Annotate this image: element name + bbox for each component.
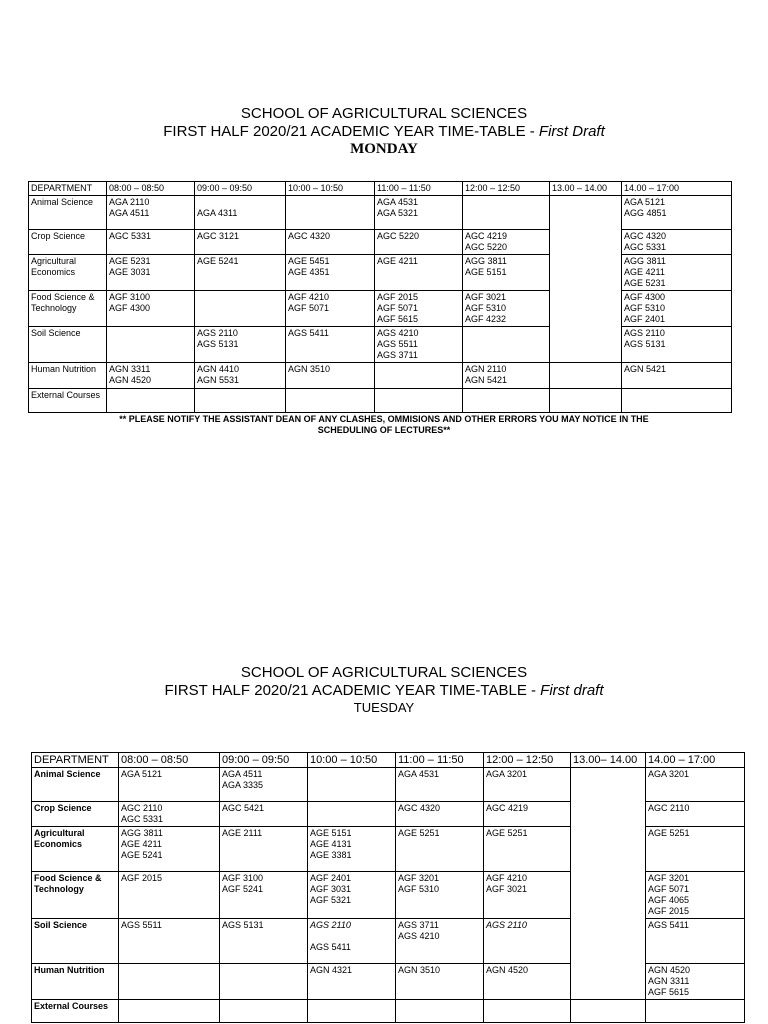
course-code: AGF 2401	[624, 314, 666, 324]
course-cell	[484, 768, 571, 802]
course-cell	[396, 827, 484, 872]
course-cell	[195, 255, 286, 291]
course-cell	[375, 327, 463, 363]
course-code: AGE 4211	[624, 267, 665, 277]
course-code: AGE 4211	[377, 256, 418, 266]
course-cell	[286, 255, 375, 291]
course-code: AGF 5321	[310, 895, 352, 905]
course-code: AGE 4131	[310, 839, 352, 849]
course-cell	[375, 230, 463, 255]
course-cell	[220, 802, 308, 827]
course-code: AGC 5220	[465, 242, 508, 252]
course-code: AGS 5411	[288, 328, 329, 338]
course-cell	[107, 363, 195, 389]
course-cell	[107, 196, 195, 230]
course-cell	[220, 919, 308, 964]
course-code: AGS 2110	[310, 920, 351, 930]
course-code	[197, 197, 283, 208]
dept-cell: Animal Science	[32, 768, 119, 802]
col-header-afternoon: 14.00 – 17:00	[646, 753, 745, 768]
course-cell	[375, 291, 463, 327]
col-header-slot-2: 09:00 – 09:50	[195, 182, 286, 196]
course-cell	[646, 1000, 745, 1023]
course-code: AGF 2015	[121, 873, 163, 883]
course-code: AGN 2110	[465, 364, 507, 374]
course-cell	[286, 196, 375, 230]
course-code: AGS 5411	[648, 920, 689, 930]
course-cell	[463, 196, 550, 230]
monday-title-main: FIRST HALF 2020/21 ACADEMIC YEAR TIME-TABLE -	[163, 123, 539, 140]
col-header-slot-3: 10:00 – 10:50	[308, 753, 396, 768]
col-header-department: DEPARTMENT	[29, 182, 107, 196]
course-code: AGN 4520	[109, 375, 152, 385]
course-cell	[396, 964, 484, 1000]
dept-cell: Animal Science	[29, 196, 107, 230]
course-code: AGF 5310	[465, 303, 507, 313]
dept-cell: External Courses	[29, 389, 107, 413]
course-cell	[220, 768, 308, 802]
monday-timetable	[28, 181, 732, 413]
dept-cell: Food Science & Technology	[32, 872, 119, 919]
course-code: AGF 5071	[288, 303, 330, 313]
course-cell	[119, 768, 220, 802]
lunch-cell	[550, 196, 622, 363]
course-code: AGS 4210	[398, 931, 440, 941]
course-cell	[195, 327, 286, 363]
course-code: AGE 3031	[109, 267, 151, 277]
course-cell	[308, 872, 396, 919]
course-cell	[484, 964, 571, 1000]
course-cell	[484, 827, 571, 872]
dept-cell: Agricultural Economics	[32, 827, 119, 872]
course-code: AGF 5241	[222, 884, 264, 894]
course-code: AGS 2110	[486, 920, 527, 930]
table-row	[29, 291, 732, 327]
course-code: AGN 4520	[486, 965, 529, 975]
errors-notice: ** PLEASE NOTIFY THE ASSISTANT DEAN OF ANY CLASHES, OMMISIONS AND OTHER ERRORS YOU MAY NOTICE IN THE SCHEDULING OF LECTURES**	[119, 414, 649, 435]
course-cell	[308, 768, 396, 802]
course-code: AGN 4520	[648, 965, 691, 975]
dept-cell: Human Nutrition	[32, 964, 119, 1000]
course-cell	[463, 230, 550, 255]
course-code: AGN 5421	[465, 375, 508, 385]
course-code: AGC 3121	[197, 231, 240, 241]
monday-header-row	[29, 182, 732, 196]
course-code: AGF 3100	[222, 873, 264, 883]
course-cell	[375, 363, 463, 389]
course-code: AGC 4219	[465, 231, 508, 241]
monday-title-draft: First Draft	[538, 123, 605, 140]
course-code: AGF 3021	[465, 292, 507, 302]
course-cell	[195, 291, 286, 327]
course-code: AGE 5231	[624, 278, 666, 288]
course-cell	[375, 255, 463, 291]
course-code: AGG 3811	[624, 256, 666, 266]
course-code: AGN 3510	[288, 364, 331, 374]
course-cell	[220, 827, 308, 872]
course-code: AGA 4311	[197, 208, 238, 218]
dept-cell: Crop Science	[29, 230, 107, 255]
course-code: AGE 5451	[288, 256, 330, 266]
course-cell	[463, 363, 550, 389]
dept-cell: Human Nutrition	[29, 363, 107, 389]
course-cell	[119, 802, 220, 827]
course-cell	[484, 1000, 571, 1023]
course-code: AGC 5220	[377, 231, 420, 241]
course-code: AGF 3100	[109, 292, 151, 302]
course-cell	[622, 230, 732, 255]
course-code: AGN 5421	[624, 364, 667, 374]
course-code: AGF 5310	[624, 303, 666, 313]
course-code: AGS 3711	[398, 920, 439, 930]
course-cell	[622, 389, 732, 413]
tuesday-header	[0, 664, 768, 715]
course-cell	[220, 1000, 308, 1023]
tuesday-school-title: SCHOOL OF AGRICULTURAL SCIENCES	[240, 664, 528, 681]
course-code: AGE 5251	[486, 828, 528, 838]
tuesday-title-draft: First draft	[540, 682, 604, 699]
dept-cell: Soil Science	[32, 919, 119, 964]
course-cell	[107, 230, 195, 255]
course-cell	[375, 196, 463, 230]
course-cell	[396, 802, 484, 827]
course-code: AGS 5131	[624, 339, 666, 349]
course-code: AGF 3201	[648, 873, 690, 883]
course-cell	[463, 255, 550, 291]
course-cell	[286, 327, 375, 363]
course-cell	[396, 768, 484, 802]
table-row	[29, 196, 732, 230]
course-code: AGE 5151	[465, 267, 507, 277]
course-code: AGS 5511	[121, 920, 162, 930]
course-cell	[646, 827, 745, 872]
course-code: AGC 5331	[624, 242, 667, 252]
col-header-slot-3: 10:00 – 10:50	[286, 182, 375, 196]
tuesday-header-row	[32, 753, 745, 768]
course-code: AGC 5421	[222, 803, 265, 813]
course-code: AGE 5251	[648, 828, 690, 838]
course-cell	[550, 389, 622, 413]
course-code: AGS 5511	[377, 339, 418, 349]
col-header-afternoon: 14.00 – 17:00	[622, 182, 732, 196]
course-code: AGE 2111	[222, 828, 263, 838]
monday-timetable-title	[0, 123, 768, 141]
course-code: AGE 4211	[121, 839, 162, 849]
col-header-slot-1: 08:00 – 08:50	[119, 753, 220, 768]
course-cell	[286, 230, 375, 255]
course-code: AGE 5241	[121, 850, 163, 860]
course-cell	[107, 327, 195, 363]
course-code: AGE 5151	[310, 828, 352, 838]
table-row	[29, 327, 732, 363]
course-code: AGA 3335	[222, 780, 264, 790]
course-code: AGN 3311	[648, 976, 690, 986]
course-code	[310, 931, 393, 942]
course-code: AGS 2110	[624, 328, 665, 338]
course-cell	[107, 291, 195, 327]
course-code: AGN 4410	[197, 364, 240, 374]
monday-header	[0, 105, 768, 158]
course-code: AGS 3711	[377, 350, 418, 360]
course-code: AGE 4351	[288, 267, 330, 277]
course-cell	[463, 327, 550, 363]
course-cell	[484, 919, 571, 964]
dept-cell: Soil Science	[29, 327, 107, 363]
course-cell	[195, 389, 286, 413]
dept-cell: Agricultural Economics	[29, 255, 107, 291]
course-code: AGC 2110	[648, 803, 690, 813]
course-cell	[646, 872, 745, 919]
course-code: AGC 4219	[486, 803, 529, 813]
tuesday-title-main: FIRST HALF 2020/21 ACADEMIC YEAR TIME-TABLE -	[164, 682, 541, 699]
course-code: AGS 2110	[197, 328, 238, 338]
course-cell	[375, 389, 463, 413]
course-code: AGF 5615	[377, 314, 419, 324]
dept-cell: External Courses	[32, 1000, 119, 1023]
col-header-slot-1: 08:00 – 08:50	[107, 182, 195, 196]
course-cell	[622, 196, 732, 230]
col-header-lunch: 13.00– 14.00	[571, 753, 646, 768]
tuesday-timetable	[31, 752, 745, 1023]
course-cell	[119, 872, 220, 919]
course-code: AGF 3201	[398, 873, 440, 883]
course-cell	[571, 1000, 646, 1023]
col-header-slot-4: 11:00 – 11:50	[375, 182, 463, 196]
course-cell	[119, 964, 220, 1000]
course-code: AGN 3510	[398, 965, 441, 975]
course-code: AGF 4210	[486, 873, 528, 883]
course-code: AGE 5251	[398, 828, 440, 838]
course-code: AGF 4065	[648, 895, 690, 905]
course-code: AGG 3811	[121, 828, 163, 838]
course-cell	[646, 802, 745, 827]
course-code: AGF 4300	[624, 292, 666, 302]
course-cell	[195, 196, 286, 230]
course-code: AGC 5331	[121, 814, 164, 824]
table-row	[32, 768, 745, 802]
course-cell	[308, 964, 396, 1000]
course-code: AGC 4320	[288, 231, 331, 241]
course-code: AGA 3201	[486, 769, 528, 779]
course-cell	[107, 255, 195, 291]
table-row	[29, 255, 732, 291]
course-code: AGF 4232	[465, 314, 507, 324]
course-code: AGA 4511	[109, 208, 150, 218]
course-code: AGC 2110	[121, 803, 163, 813]
course-cell	[396, 872, 484, 919]
table-row	[29, 230, 732, 255]
course-code: AGF 5310	[398, 884, 440, 894]
course-cell	[646, 768, 745, 802]
course-code: AGA 5121	[624, 197, 666, 207]
course-cell	[286, 389, 375, 413]
course-code: AGF 3031	[310, 884, 352, 894]
course-code: AGA 4531	[377, 197, 419, 207]
course-cell	[622, 363, 732, 389]
dept-cell: Food Science & Technology	[29, 291, 107, 327]
col-header-slot-2: 09:00 – 09:50	[220, 753, 308, 768]
col-header-department: DEPARTMENT	[32, 753, 119, 768]
course-cell	[119, 919, 220, 964]
monday-school-title: SCHOOL OF AGRICULTURAL SCIENCES	[240, 105, 528, 122]
course-cell	[622, 291, 732, 327]
tuesday-timetable-title	[0, 682, 768, 700]
course-code: AGC 5331	[109, 231, 152, 241]
col-header-slot-5: 12:00 – 12:50	[484, 753, 571, 768]
tuesday-day-label: TUESDAY	[353, 700, 415, 715]
course-code: AGA 4531	[398, 769, 440, 779]
table-row	[32, 1000, 745, 1023]
course-cell	[646, 919, 745, 964]
course-cell	[119, 827, 220, 872]
course-cell	[286, 363, 375, 389]
course-code: AGF 4210	[288, 292, 330, 302]
course-code: AGS 4210	[377, 328, 419, 338]
course-code: AGA 5321	[377, 208, 419, 218]
course-code: AGA 3201	[648, 769, 690, 779]
course-code: AGF 3021	[486, 884, 528, 894]
course-cell	[220, 964, 308, 1000]
course-cell	[396, 919, 484, 964]
course-code: AGF 2015	[377, 292, 419, 302]
course-code: AGE 5241	[197, 256, 239, 266]
course-cell	[308, 802, 396, 827]
course-cell	[308, 827, 396, 872]
course-cell	[308, 1000, 396, 1023]
course-cell	[119, 1000, 220, 1023]
course-cell	[286, 291, 375, 327]
course-code: AGC 4320	[398, 803, 441, 813]
course-cell	[195, 230, 286, 255]
course-code: AGF 2015	[648, 906, 690, 916]
course-code: AGF 5071	[648, 884, 690, 894]
course-code: AGN 4321	[310, 965, 353, 975]
course-code: AGA 2110	[109, 197, 150, 207]
course-code: AGA 4511	[222, 769, 263, 779]
col-header-lunch: 13.00 – 14.00	[550, 182, 622, 196]
course-cell	[550, 363, 622, 389]
table-row	[29, 389, 732, 413]
course-code: AGS 5131	[197, 339, 239, 349]
monday-day-label: MONDAY	[350, 141, 418, 157]
course-cell	[484, 802, 571, 827]
table-row	[29, 363, 732, 389]
course-cell	[220, 872, 308, 919]
course-code: AGN 5531	[197, 375, 240, 385]
course-code: AGE 3381	[310, 850, 352, 860]
course-code: AGS 5131	[222, 920, 264, 930]
course-cell	[107, 389, 195, 413]
course-code: AGS 5411	[310, 942, 351, 952]
course-cell	[308, 919, 396, 964]
course-code: AGF 4300	[109, 303, 151, 313]
course-cell	[622, 327, 732, 363]
course-code: AGG 3811	[465, 256, 507, 266]
course-cell	[396, 1000, 484, 1023]
dept-cell: Crop Science	[32, 802, 119, 827]
course-code: AGC 4320	[624, 231, 667, 241]
course-code: AGN 3311	[109, 364, 151, 374]
course-cell	[195, 363, 286, 389]
course-cell	[646, 964, 745, 1000]
col-header-slot-5: 12:00 – 12:50	[463, 182, 550, 196]
course-code: AGF 5071	[377, 303, 419, 313]
course-code: AGG 4851	[624, 208, 667, 218]
lunch-cell	[571, 768, 646, 1000]
course-cell	[622, 255, 732, 291]
course-code: AGF 2401	[310, 873, 352, 883]
course-cell	[463, 389, 550, 413]
course-code: AGE 5231	[109, 256, 151, 266]
col-header-slot-4: 11:00 – 11:50	[396, 753, 484, 768]
course-cell	[484, 872, 571, 919]
course-code: AGF 5615	[648, 987, 690, 997]
course-cell	[463, 291, 550, 327]
course-code: AGA 5121	[121, 769, 163, 779]
